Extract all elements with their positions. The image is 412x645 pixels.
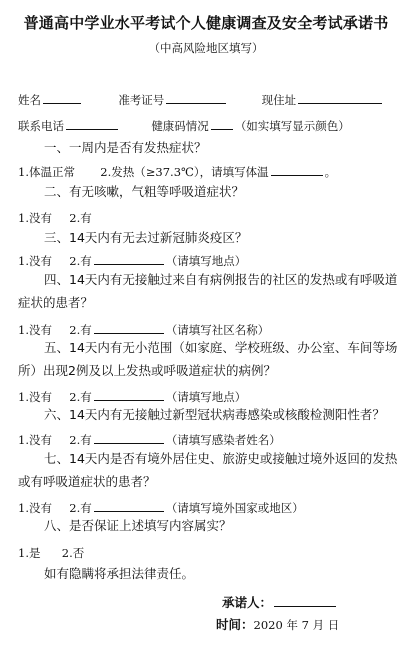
question-5: 五、14天内有无小范围（如家庭、学校班级、办公室、车间等场所）出现2例及以上发热或呼吸道症状的病例？ <box>18 340 398 378</box>
q3-option-1[interactable]: 1.没有 <box>18 254 52 268</box>
q5-note: （请填写地点） <box>165 390 247 404</box>
info-row-1 <box>18 92 402 108</box>
q5-option-1[interactable]: 1.没有 <box>18 390 52 404</box>
date-label: 时间： <box>216 617 254 632</box>
name-label: 姓名 <box>18 93 41 107</box>
health-code-label: 健康码情况 <box>151 119 209 133</box>
date-value: 2020 年 7 月 日 <box>253 618 340 632</box>
signer-row <box>222 593 338 611</box>
q7-field[interactable] <box>94 500 164 512</box>
q4-option-1[interactable]: 1.没有 <box>18 323 52 337</box>
q6-option-2[interactable]: 2.有 <box>69 433 92 447</box>
q4-option-2[interactable]: 2.有 <box>69 323 92 337</box>
question-3: 三、14天内有无去过新冠肺炎疫区？ <box>44 230 248 245</box>
answer-row-3 <box>18 253 402 269</box>
signer-label: 承诺人： <box>222 595 273 610</box>
form-title: 普通高中学业水平考试个人健康调查及安全考试承诺书 <box>23 14 389 32</box>
answer-row-1: 1.体温正常 2.发热（≥37.3℃），请填写体温 。 <box>18 165 337 179</box>
health-code-field[interactable] <box>211 118 233 130</box>
q1-option-2[interactable]: 2.发热（≥37.3℃），请填写体温 <box>100 165 269 179</box>
q3-note: （请填写地点） <box>165 254 247 268</box>
q2-option-1[interactable]: 1.没有 <box>18 211 52 225</box>
q6-option-1[interactable]: 1.没有 <box>18 433 52 447</box>
q7-option-2[interactable]: 2.有 <box>69 501 92 515</box>
q4-note: （请填写社区名称） <box>165 323 270 337</box>
date-row <box>216 615 339 633</box>
q3-option-2[interactable]: 2.有 <box>69 254 92 268</box>
question-8: 八、是否保证上述填写内容属实？ <box>44 518 232 533</box>
q5-option-2[interactable]: 2.有 <box>69 390 92 404</box>
exam-no-field[interactable] <box>166 92 226 104</box>
form-subtitle: （中高风险地区填写） <box>148 41 264 55</box>
q8-option-1[interactable]: 1.是 <box>18 546 41 560</box>
address-label: 现住址 <box>261 93 297 107</box>
q2-option-2[interactable]: 2.有 <box>69 211 92 225</box>
info-row-2 <box>18 118 402 134</box>
signer-field[interactable] <box>274 595 336 607</box>
question-7: 七、14天内是否有境外居住史、旅游史或接触过境外返回的发热或有呼吸道症状的患者？ <box>18 451 398 489</box>
q6-note: （请填写感染者姓名） <box>165 433 281 447</box>
q6-field[interactable] <box>94 432 164 444</box>
answer-row-2 <box>18 210 402 226</box>
q8-option-2[interactable]: 2.否 <box>61 546 85 560</box>
exam-no-label: 准考证号 <box>118 93 165 107</box>
q4-field[interactable] <box>94 322 164 334</box>
q7-note: （请填写境外国家或地区） <box>165 501 304 515</box>
question-4: 四、14天内有无接触过来自有病例报告的社区的发热或有呼吸道症状的患者？ <box>18 272 398 310</box>
closing-statement: 如有隐瞒将承担法律责任。 <box>44 566 195 581</box>
phone-label: 联系电话 <box>18 119 64 133</box>
question-1: 一、一周内是否有发热症状？ <box>44 140 207 155</box>
health-code-note: （如实填写显示颜色） <box>234 119 350 133</box>
answer-row-6 <box>18 432 402 448</box>
q5-field[interactable] <box>94 389 164 401</box>
question-2: 二、有无咳嗽，气粗等呼吸道症状？ <box>44 184 245 199</box>
phone-field[interactable] <box>66 118 118 130</box>
q1-option-1[interactable]: 1.体温正常 <box>18 165 75 179</box>
question-6: 六、14天内有无接触过新型冠状病毒感染或核酸检测阳性者？ <box>44 407 385 422</box>
answer-row-8 <box>18 545 402 561</box>
q3-field[interactable] <box>94 253 164 265</box>
temperature-field[interactable] <box>271 164 323 176</box>
q7-option-1[interactable]: 1.没有 <box>18 501 52 515</box>
address-field[interactable] <box>298 92 382 104</box>
name-field[interactable] <box>43 92 81 104</box>
